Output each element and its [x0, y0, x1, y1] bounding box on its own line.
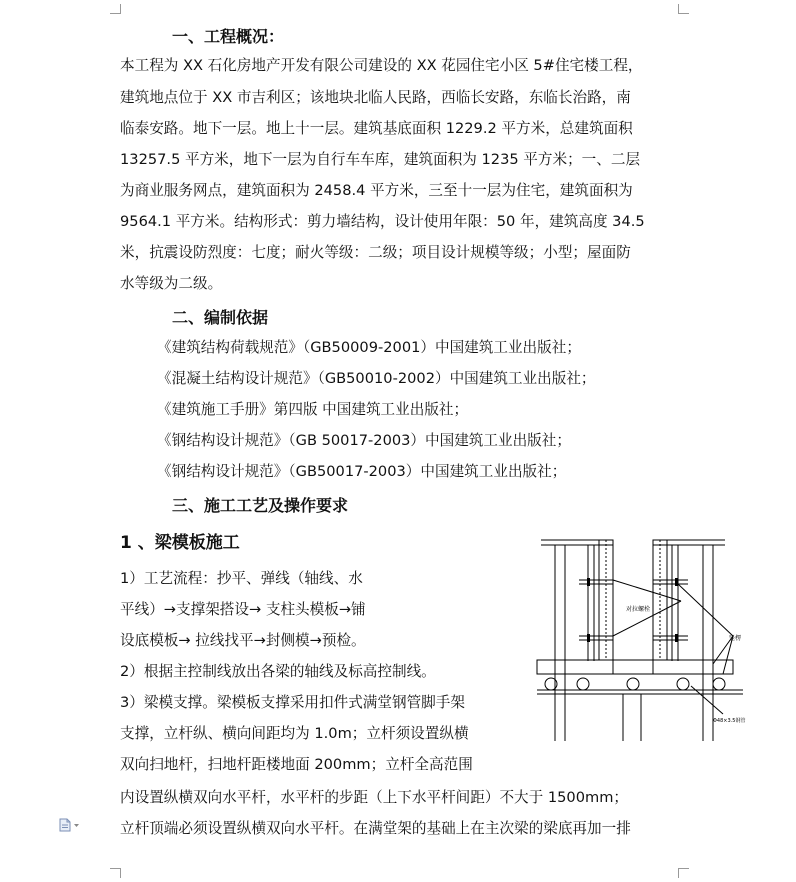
paragraph-line: 临泰安路。地下一层。地上十一层。建筑基底面积 1229.2 平方米，总建筑面积 [120, 120, 633, 137]
section-3-title: 三、施工工艺及操作要求 [172, 496, 349, 515]
crop-mark [679, 13, 689, 14]
paragraph-line: 设底模板→ 拉线找平→封侧模→预检。 [120, 632, 366, 649]
figure-label-bottom: Φ48×3.5钢管 [713, 718, 746, 724]
crop-mark [110, 868, 120, 869]
crop-mark [120, 868, 121, 878]
paragraph-line: 9564.1 平方米。结构形式：剪力墙结构，设计使用年限：50 年，建筑高度 34.5 [120, 213, 645, 230]
section-1-title: 一、工程概况： [172, 27, 285, 46]
paragraph-line: 双向扫地杆，扫地杆距楼地面 200mm；立杆全高范围 [120, 756, 473, 773]
paragraph-line: 内设置纵横双向水平杆，水平杆的步距（上下水平杆间距）不大于 1500mm； [120, 789, 629, 806]
paragraph-line: 1）工艺流程：抄平、弹线（轴线、水 [120, 570, 363, 587]
reference-item: 《建筑施工手册》第四版 中国建筑工业出版社； [157, 401, 469, 418]
figure-label-board: 对拉螺栓 [626, 606, 651, 613]
reference-item: 《建筑结构荷载规范》（GB50009-2001）中国建筑工业出版社； [157, 339, 581, 356]
reference-item: 《混凝土结构设计规范》（GB50010-2002）中国建筑工业出版社； [157, 370, 596, 387]
reference-item: 《钢结构设计规范》（GB 50017-2003）中国建筑工业出版社； [157, 432, 571, 449]
paragraph-line: 2）根据主控制线放出各梁的轴线及标高控制线。 [120, 663, 436, 680]
paragraph-line: 3）梁模支撑。梁模板支撑采用扣件式满堂钢管脚手架 [120, 694, 465, 711]
paragraph-line: 本工程为 XX 石化房地产开发有限公司建设的 XX 花园住宅小区 5#住宅楼工程， [120, 57, 643, 74]
subsection-title: 1 、梁模板施工 [120, 533, 240, 553]
crop-mark [679, 868, 689, 869]
figure-label-right: 竖楞 [729, 635, 742, 642]
beam-formwork-diagram [533, 536, 748, 741]
paragraph-line: 米，抗震设防烈度：七度；耐火等级：二级；项目设计规模等级；小型；屋面防 [120, 244, 631, 261]
paragraph-line: 建筑地点位于 XX 市吉利区；该地块北临人民路，西临长安路，东临长治路，南 [120, 89, 631, 106]
crop-mark [678, 868, 679, 878]
crop-mark [120, 4, 121, 14]
paragraph-line: 支撑，立杆纵、横向间距均为 1.0m；立杆须设置纵横 [120, 725, 469, 742]
document-icon[interactable] [58, 818, 80, 835]
crop-mark [110, 13, 120, 14]
paragraph-line: 立杆顶端必须设置纵横双向水平杆。在满堂架的基础上在主次梁的梁底再加一排 [120, 820, 631, 837]
paragraph-line: 为商业服务网点，建筑面积为 2458.4 平方米，三至十一层为住宅，建筑面积为 [120, 182, 633, 199]
paragraph-line: 平线）→支撑架搭设→ 支柱头模板→铺 [120, 601, 366, 618]
paragraph-line: 13257.5 平方米，地下一层为自行车车库，建筑面积为 1235 平方米；一、二层 [120, 151, 641, 168]
section-2-title: 二、编制依据 [172, 308, 269, 327]
paragraph-line: 水等级为二级。 [120, 275, 223, 292]
reference-item: 《钢结构设计规范》（GB50017-2003）中国建筑工业出版社； [157, 463, 567, 480]
